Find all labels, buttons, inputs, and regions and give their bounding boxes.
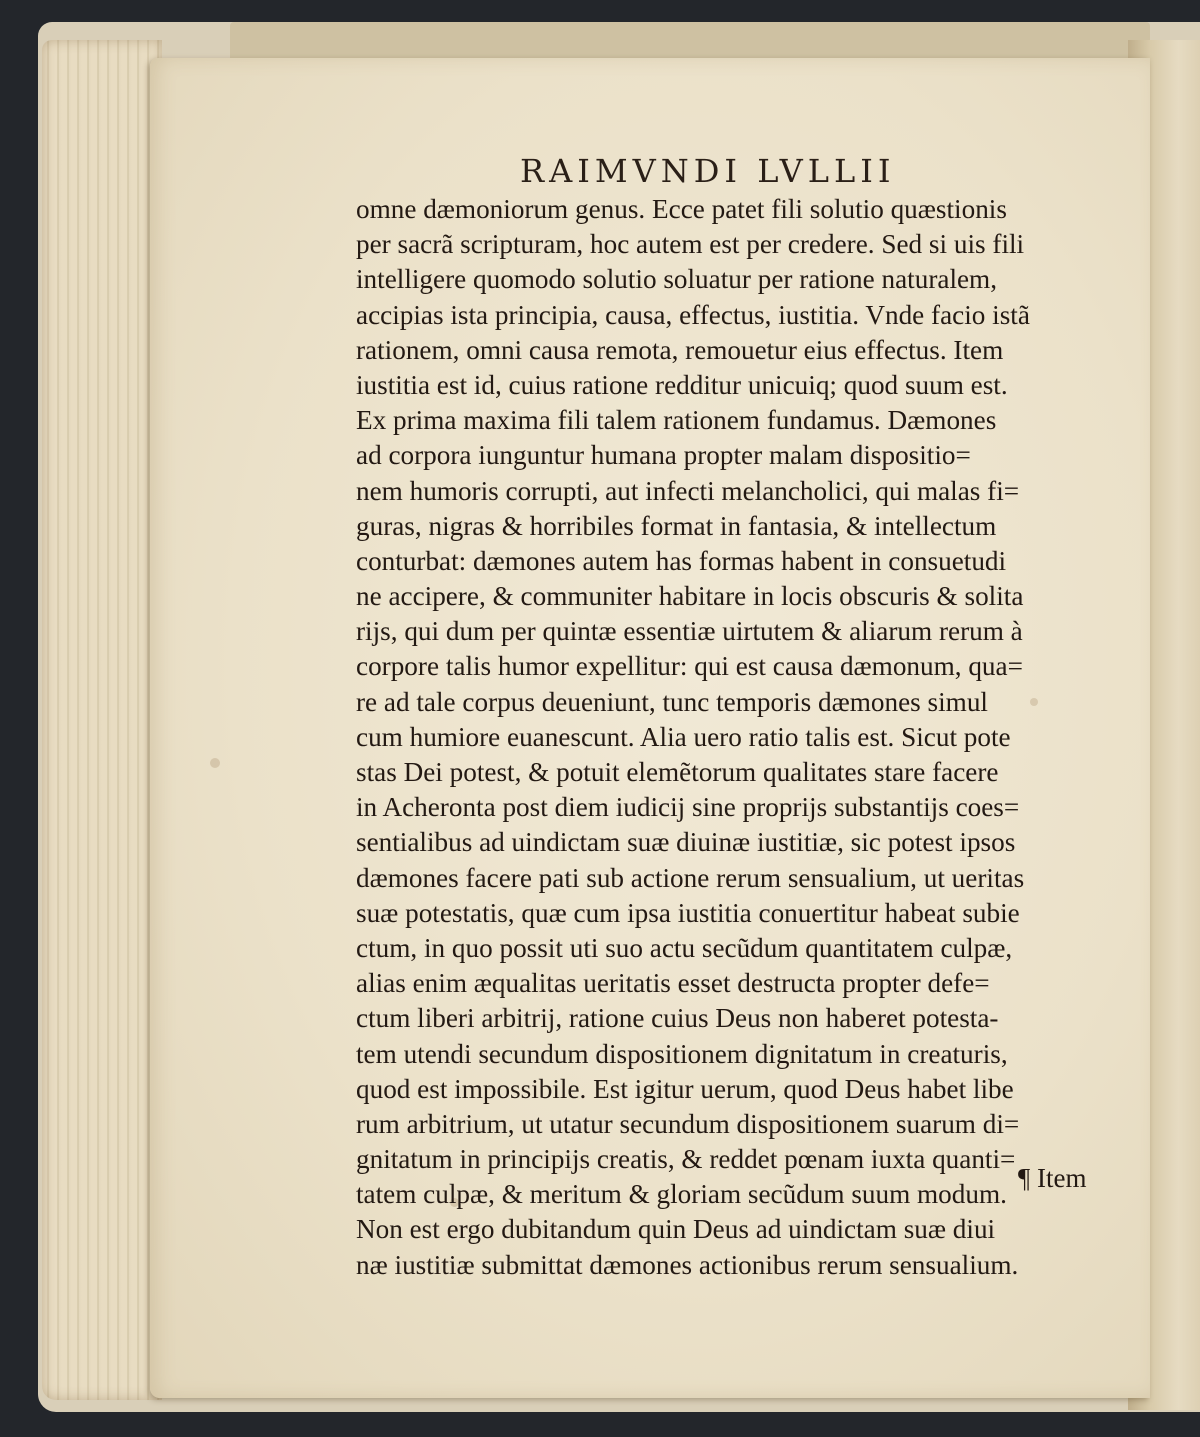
text-line: rationem, omni causa remota, remouetur eius effectus. Item: [356, 334, 1004, 365]
text-line: quod est impossibile. Est igitur uerum, quod Deus habet libe: [356, 1073, 1014, 1104]
text-line: dæmones facere pati sub actione rerum sensualium, ut ueritas: [356, 862, 1025, 893]
body-text: [356, 192, 1096, 1283]
text-line: stas Dei potest, & potuit elemẽtorum qualitates stare facere: [356, 757, 999, 787]
text-line: Non est ergo dubitandum quin Deus ad uindictam suæ diui: [356, 1214, 996, 1245]
text-line: accipias ista principia, causa, effectus, iustitia. Vnde facio istã: [356, 299, 1030, 330]
worn-page-top-edge: [230, 22, 1150, 62]
text-line: rijs, qui dum per quintæ essentiæ uirtutem & aliarum rerum à: [356, 616, 1023, 647]
text-line: ad corpora iunguntur humana propter malam dispositio=: [356, 440, 971, 471]
text-line: intelligere quomodo solutio soluatur per ratione naturalem,: [356, 264, 998, 295]
text-line: conturbat: dæmones autem has formas habent in consuetudi: [356, 545, 1007, 576]
text-line: Ex prima maxima fili talem rationem fundamus. Dæmones: [356, 405, 997, 436]
text-line: ctum liberi arbitrij, ratione cuius Deus non haberet potesta-: [356, 1003, 999, 1034]
text-line: guras, nigras & horribiles format in fantasia, & intellectum: [356, 510, 997, 541]
text-line: ne accipere, & communiter habitare in locis obscuris & solita: [356, 581, 1024, 612]
text-line: nem humoris corrupti, aut infecti melancholici, qui malas fi=: [356, 475, 1020, 506]
text-line: re ad tale corpus deueniunt, tunc temporis dæmones simul: [356, 686, 988, 717]
text-line: in Acheronta post diem iudicij sine proprijs substantijs coes=: [356, 792, 1020, 823]
text-line: tatem culpæ, & meritum & gloriam secũdum suum modum.: [356, 1179, 1007, 1210]
text-line: cum humiore euanescunt. Alia uero ratio talis est. Sicut pote: [356, 721, 1011, 752]
text-line: rum arbitrium, ut utatur secundum dispositionem suarum di=: [356, 1108, 1020, 1139]
text-line: omne dæmoniorum genus. Ecce patet fili solutio quæstionis: [356, 194, 1007, 224]
text-line: gnitatum in principijs creatis, & reddet pœnam iuxta quanti=: [356, 1144, 1016, 1175]
text-line: per sacrã scripturam, hoc autem est per credere. Sed si uis fili: [356, 229, 1025, 260]
text-line: alias enim æqualitas ueritatis esset destructa propter defe=: [356, 968, 990, 999]
page-edges-stack: [42, 40, 162, 1400]
catchword: ¶ Item: [1018, 1163, 1087, 1193]
text-line: næ iustitiæ submittat dæmones actionibus rerum sensualium.: [356, 1249, 1019, 1280]
text-line: sentialibus ad uindictam suæ diuinæ iustitiæ, sic potest ipsos: [356, 827, 1016, 858]
text-line: corpore talis humor expellitur: qui est causa dæmonum, qua=: [356, 651, 1023, 682]
text-line: suæ potestatis, quæ cum ipsa iustitia conuertitur habeat subie: [356, 897, 1020, 928]
text-line: tem utendi secundum dispositionem dignitatum in creaturis,: [356, 1038, 1008, 1069]
foxing-spot: [210, 758, 220, 768]
text-line: ctum, in quo possit uti suo actu secũdum quantitatem culpæ,: [356, 932, 1013, 963]
text-line: iustitia est id, cuius ratione redditur unicuiq; quod suum est.: [356, 369, 1008, 400]
running-head: RAIMVNDI LVLLII: [520, 152, 896, 190]
